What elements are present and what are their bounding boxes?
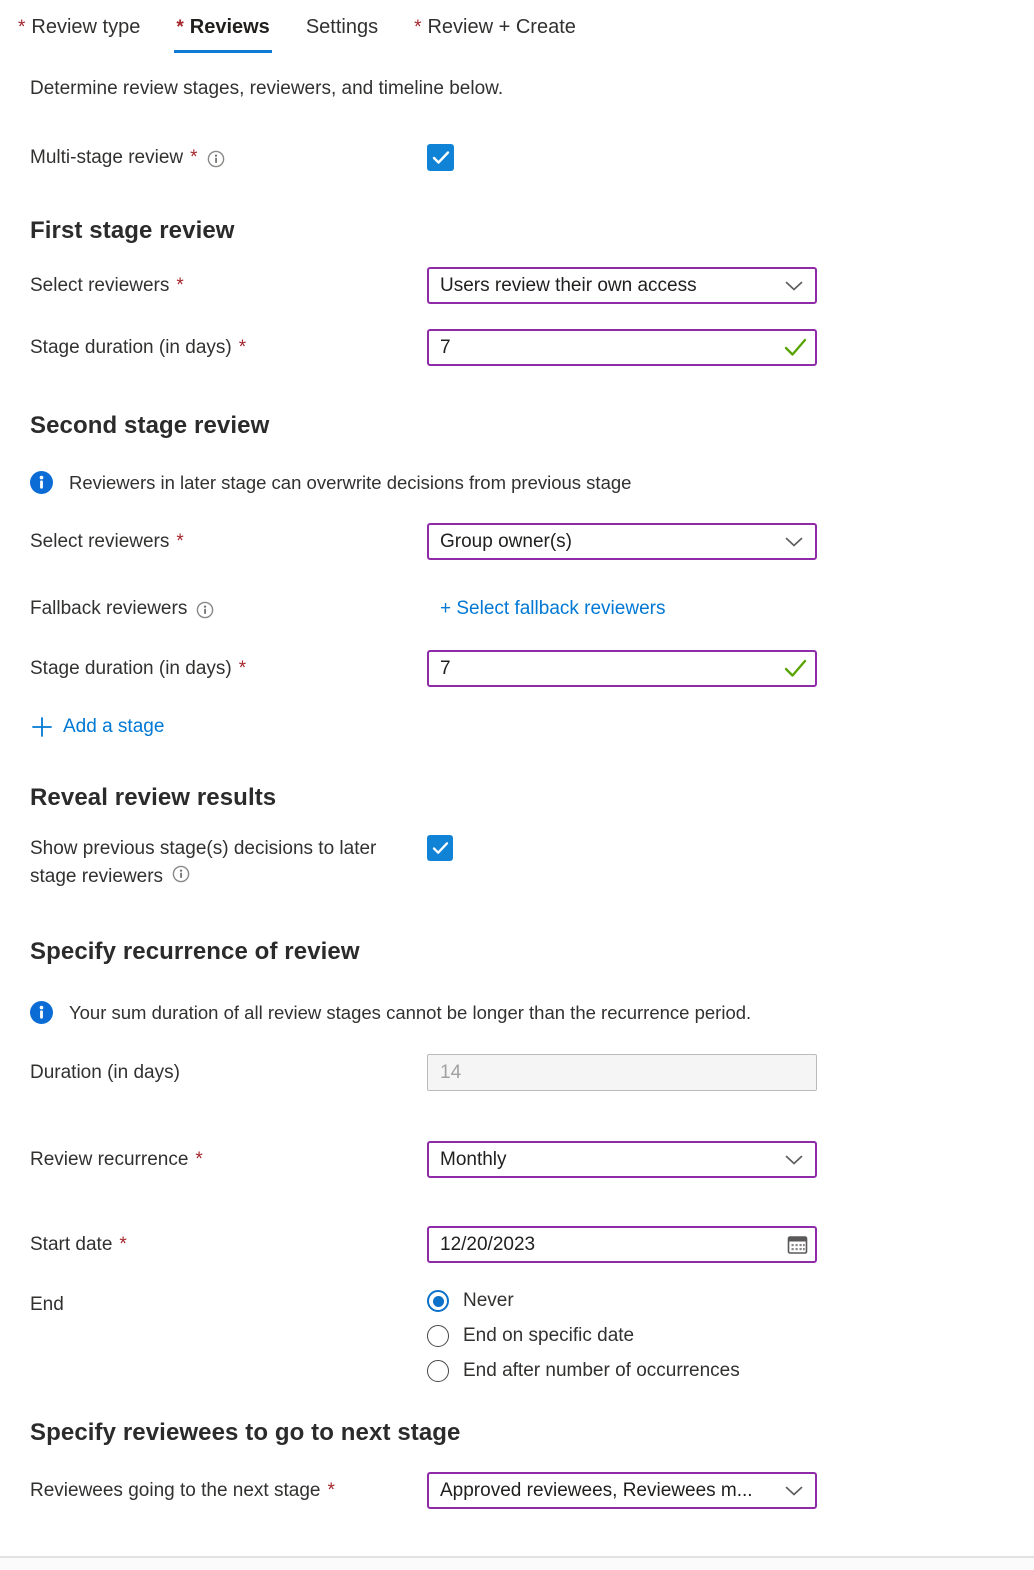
select-reviewers-label (30, 531, 427, 553)
radio-end-on-date[interactable] (427, 1325, 817, 1347)
fallback-reviewers-label (30, 598, 427, 620)
required-asterisk: * (176, 17, 184, 38)
second-stage-heading: Second stage review (30, 412, 270, 439)
review-recurrence-label (30, 1149, 427, 1171)
wizard-tabbar (0, 0, 1034, 53)
tab-reviews[interactable] (174, 14, 271, 53)
second-stage-info (30, 471, 1034, 494)
fallback-reviewers-row (30, 590, 1034, 627)
info-filled-icon (30, 471, 53, 494)
duration-row (30, 1054, 1034, 1091)
end-radio-group (427, 1290, 817, 1382)
required-asterisk: * (176, 274, 184, 296)
reviewees-row (30, 1472, 1034, 1509)
dropdown-value: Group owner(s) (440, 530, 572, 552)
first-stage-heading: First stage review (30, 217, 235, 244)
first-stage-duration-input[interactable] (427, 329, 817, 366)
reveal-row (30, 835, 1034, 891)
recurrence-info (30, 1001, 1034, 1024)
stage-duration-label (30, 658, 427, 680)
label-text: Stage duration (in days) (30, 657, 232, 679)
info-filled-icon (30, 1001, 53, 1024)
dropdown-value: Monthly (440, 1148, 507, 1170)
review-recurrence-row (30, 1141, 1034, 1178)
intro-text: Determine review stages, reviewers, and timeline below. (30, 78, 504, 99)
first-select-reviewers-dropdown[interactable] (427, 267, 817, 304)
radio-never[interactable] (427, 1290, 817, 1312)
radio-end-after-occurrences[interactable] (427, 1360, 817, 1382)
info-icon[interactable] (196, 601, 214, 619)
chevron-down-icon (785, 537, 803, 547)
dropdown-value: Approved reviewees, Reviewees m... (440, 1479, 753, 1501)
duration-label (30, 1062, 427, 1084)
recurrence-heading: Specify recurrence of review (30, 938, 360, 965)
duration-input-disabled (427, 1054, 817, 1091)
radio-icon (427, 1325, 449, 1347)
add-stage-label: Add a stage (63, 716, 165, 737)
required-asterisk: * (414, 17, 422, 38)
end-label (30, 1290, 427, 1316)
multi-stage-row (30, 139, 1034, 176)
plus-icon (30, 715, 54, 739)
radio-label: Never (463, 1290, 514, 1311)
first-stage-duration-row (30, 329, 1034, 366)
first-select-reviewers-row (30, 267, 1034, 304)
reviewees-label (30, 1480, 427, 1502)
label-text: Start date (30, 1233, 113, 1255)
required-asterisk: * (238, 336, 247, 358)
reveal-label (30, 835, 427, 891)
tab-label: Reviews (189, 16, 270, 38)
reviewees-dropdown[interactable] (427, 1472, 817, 1509)
add-stage-link[interactable] (30, 715, 1034, 739)
start-date-input[interactable] (427, 1226, 817, 1263)
radio-label: End on specific date (463, 1325, 635, 1346)
bottom-strip (0, 1558, 1034, 1570)
info-text: Your sum duration of all review stages cannot be longer than the recurrence period. (69, 1001, 752, 1023)
second-select-reviewers-row (30, 523, 1034, 560)
required-asterisk: * (327, 1479, 335, 1501)
stage-duration-label (30, 337, 427, 359)
valid-check-icon (784, 659, 807, 683)
required-asterisk: * (18, 17, 26, 38)
start-date-label (30, 1234, 427, 1256)
label-text: Show previous stage(s) decisions to later stage reviewers (30, 838, 377, 887)
tab-label: Review type (31, 16, 141, 38)
reveal-checkbox[interactable] (427, 835, 453, 861)
tab-review-type[interactable] (16, 14, 142, 53)
chevron-down-icon (785, 1155, 803, 1165)
label-text: End (30, 1294, 64, 1315)
review-recurrence-dropdown[interactable] (427, 1141, 817, 1178)
label-text: Duration (in days) (30, 1061, 180, 1083)
label-text: Multi-stage review (30, 146, 184, 168)
calendar-icon[interactable] (786, 1233, 809, 1261)
label-text: Review recurrence (30, 1148, 189, 1170)
dropdown-value: Users review their own access (440, 274, 697, 296)
tab-review-create[interactable] (412, 14, 578, 53)
next-stage-heading: Specify reviewees to go to next stage (30, 1419, 461, 1446)
label-text: Reviewees going to the next stage (30, 1479, 321, 1501)
tab-label: Settings (305, 16, 379, 38)
second-stage-duration-input[interactable] (427, 650, 817, 687)
valid-check-icon (784, 338, 807, 362)
chevron-down-icon (785, 1486, 803, 1496)
radio-label: End after number of occurrences (463, 1360, 740, 1381)
radio-icon (427, 1360, 449, 1382)
required-asterisk: * (238, 657, 247, 679)
required-asterisk: * (119, 1233, 127, 1255)
label-text: Select reviewers (30, 530, 170, 552)
info-icon[interactable] (207, 150, 225, 168)
required-asterisk: * (176, 530, 184, 552)
multi-stage-label (30, 147, 427, 169)
label-text: Fallback reviewers (30, 597, 188, 619)
info-text: Reviewers in later stage can overwrite decisions from previous stage (69, 471, 632, 493)
second-stage-duration-row (30, 650, 1034, 687)
required-asterisk: * (190, 146, 198, 168)
multi-stage-checkbox[interactable] (427, 144, 454, 171)
select-fallback-reviewers-link[interactable]: + Select fallback reviewers (440, 597, 666, 619)
tab-label: Review + Create (427, 16, 576, 38)
label-text: Stage duration (in days) (30, 336, 232, 358)
end-row (30, 1290, 1034, 1382)
required-asterisk: * (195, 1148, 203, 1170)
second-select-reviewers-dropdown[interactable] (427, 523, 817, 560)
chevron-down-icon (785, 281, 803, 291)
select-reviewers-label (30, 275, 427, 297)
check-icon (432, 150, 450, 165)
reveal-results-heading: Reveal review results (30, 784, 277, 811)
label-text: Select reviewers (30, 274, 170, 296)
info-icon[interactable] (172, 865, 190, 883)
check-icon (432, 841, 449, 855)
tab-settings[interactable] (304, 14, 380, 53)
radio-icon (427, 1290, 449, 1312)
start-date-row (30, 1226, 1034, 1263)
